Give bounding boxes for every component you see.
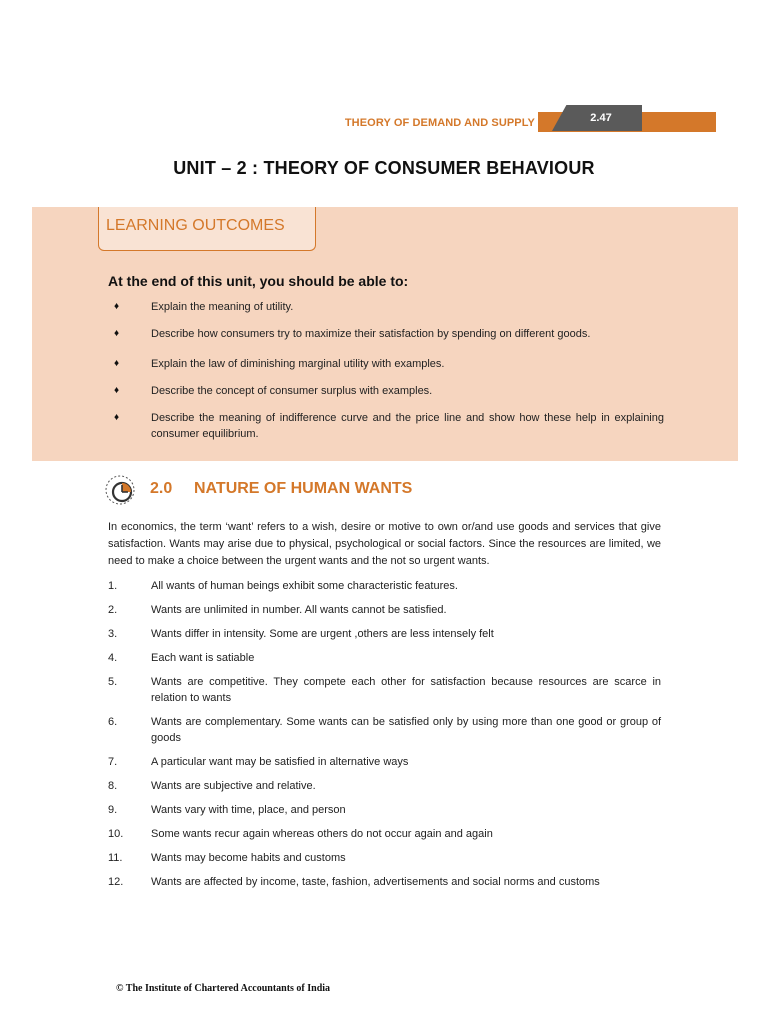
want-number: 11. [108, 852, 123, 864]
running-header-title: THEORY OF DEMAND AND SUPPLY [344, 117, 535, 129]
unit-title: UNIT – 2 : THEORY OF CONSUMER BEHAVIOUR [173, 158, 595, 178]
want-number: 10. [108, 828, 124, 840]
want-text: Wants vary with time, place, and person [151, 804, 346, 816]
want-text: Wants are affected by income, taste, fashion, advertisements and social norms and customs [151, 876, 600, 888]
want-number: 1. [108, 580, 118, 592]
footer-copyright: © The Institute of Chartered Accountants of India [116, 983, 331, 994]
want-list-item [108, 626, 661, 642]
want-number: 7. [108, 756, 118, 768]
want-text: Wants are subjective and relative. [151, 780, 316, 792]
learning-outcome-item [108, 410, 664, 442]
section-title: NATURE OF HUMAN WANTS [194, 480, 413, 497]
want-number: 6. [108, 716, 118, 728]
want-text: All wants of human beings exhibit some characteristic features. [151, 580, 458, 592]
learning-outcome-text: Describe the concept of consumer surplus with examples. [151, 385, 433, 397]
wants-list [108, 578, 661, 898]
want-list-item [108, 650, 661, 666]
learning-outcome-item [108, 299, 664, 315]
want-text: Wants may become habits and customs [151, 852, 346, 864]
section-number: 2.0 [150, 480, 173, 497]
learning-outcome-text: Explain the law of diminishing marginal utility with examples. [151, 358, 445, 370]
want-text: Wants differ in intensity. Some are urgent ,others are less intensely felt [151, 628, 494, 640]
want-list-item [108, 714, 661, 746]
want-number: 2. [108, 604, 118, 616]
bullet-diamond-icon: ♦ [114, 412, 120, 423]
want-list-item [108, 874, 661, 890]
want-text: Wants are complementary. Some wants can be satisfied only by using more than one good or group of goods [151, 716, 661, 744]
want-text: Each want is satiable [151, 652, 255, 664]
learning-outcomes-box [32, 207, 738, 461]
learning-outcome-text: Describe how consumers try to maximize their satisfaction by spending on different goods. [151, 328, 591, 340]
want-text: A particular want may be satisfied in alternative ways [151, 756, 409, 768]
want-number: 12. [108, 876, 124, 888]
want-number: 8. [108, 780, 118, 792]
page-number: 2.47 [590, 112, 612, 124]
want-list-item [108, 778, 661, 794]
want-text: Wants are competitive. They compete each other for satisfaction because resources are scarce in relation to wants [151, 676, 661, 704]
want-list-item [108, 578, 661, 594]
bullet-diamond-icon: ♦ [114, 385, 120, 396]
bullet-diamond-icon: ♦ [114, 301, 120, 312]
want-list-item [108, 802, 661, 818]
learning-outcome-item [108, 383, 664, 399]
want-number: 5. [108, 676, 118, 688]
want-list-item [108, 826, 661, 842]
learning-outcome-item [108, 356, 664, 372]
learning-outcome-text: Describe the meaning of indifference curve and the price line and show how these help in explaining consumer equilibrium. [151, 412, 664, 440]
want-list-item [108, 602, 661, 618]
learning-outcomes-label: LEARNING OUTCOMES [98, 207, 316, 251]
header-bar [538, 112, 716, 132]
learning-outcome-item [108, 326, 664, 342]
bullet-diamond-icon: ♦ [114, 328, 120, 339]
clock-pie-icon [104, 474, 136, 506]
section-intro-paragraph: In economics, the term ‘want’ refers to a wish, desire or motive to own or/and use goods and services that give satisfaction. Wants may arise due to physical, psychological or social factors. Since the resources are limited, we need to make a choice between the urgent wants and the not so urgent wants. [108, 521, 661, 567]
want-list-item [108, 674, 661, 706]
learning-outcomes-intro: At the end of this unit, you should be able to: [108, 273, 409, 289]
section-heading [150, 480, 412, 498]
want-text: Some wants recur again whereas others do not occur again and again [151, 828, 493, 840]
learning-outcomes-list [108, 299, 664, 442]
learning-outcome-text: Explain the meaning of utility. [151, 301, 294, 313]
bullet-diamond-icon: ♦ [114, 358, 120, 369]
want-number: 9. [108, 804, 118, 816]
want-number: 4. [108, 652, 118, 664]
want-number: 3. [108, 628, 118, 640]
want-text: Wants are unlimited in number. All wants cannot be satisfied. [151, 604, 447, 616]
want-list-item [108, 850, 661, 866]
want-list-item [108, 754, 661, 770]
